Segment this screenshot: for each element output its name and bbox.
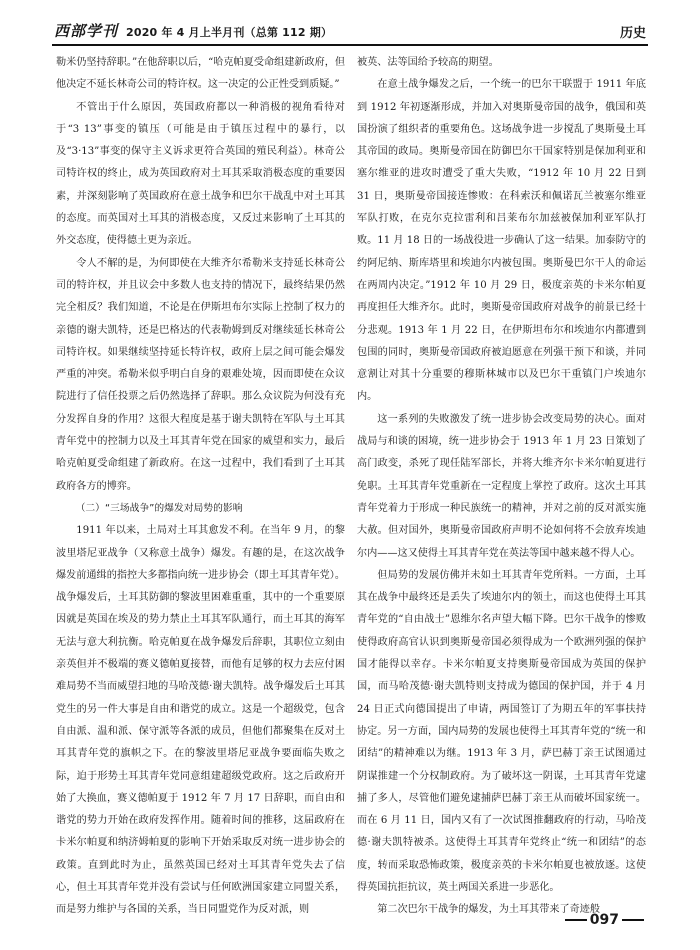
page-header xyxy=(52,18,648,46)
paragraph: 勒米仍坚持辞职。”在他辞职以后，“哈克帕夏受命组建新政府，但他决定不延长林奇公司的特许权。这一决定的公正性受到质疑。” xyxy=(56,57,345,91)
journal-logo: 西部学刊 xyxy=(54,22,119,40)
footer-dash xyxy=(565,919,587,921)
left-column xyxy=(56,52,345,916)
paragraph: 被英、法等国给予较高的期望。 xyxy=(357,57,499,68)
page-footer xyxy=(565,912,644,928)
footer-dash xyxy=(622,919,644,921)
section-subheading: （二）“三场战争”的爆发对局势的影响 xyxy=(75,502,243,514)
paragraph: 不管出于什么原因，英国政府都以一种消极的视角看待对于“3 13”事变的镇压（可能是由于镇压过程中的暴行，以及“3·13”事变的保守主义诉求更符合英国的殖民利益）。林奇公司特许权的终止，成为英国政府对土耳其采取消极态度的重要因素，并深刻影响了英国政府在意土战争和巴尔干战乱中对土耳其的态度。而英国对土耳其的消极态度，又反过来影响了土耳其的外交态度，使得德土更为亲近。 xyxy=(56,101,345,247)
paragraph: 1911 年以来，土局对土耳其愈发不利。在当年 9 月，的黎波里塔尼亚战争（又称意土战争）爆发。有趣的是，在这次战争爆发前通缉的指控大多都指向统一进步协会（即土耳其青年党）。战争爆发后，土耳其防御的黎波里困难重重，其中的一个重要原因就是英国在埃及的势力禁止土耳其军队通行，而土耳其的海军无法与意大利抗衡。哈克帕夏在战争爆发后辞职，其职位立刻由亲英但并不极端的赛义德帕夏接替，而他有足够的权力去应付困难局势不当而威望扫地的马哈茂德·谢夫凯特。战争爆发后土耳其党生的另一件大事是自由和谐党的成立。这是一个超级党，包含自由派、温和派、保守派等各派的成员，但他们都聚集在反对土耳其青年党的旗帜之下。在的黎波里塔尼亚战争要面临失败之际，迫于形势土耳其青年党同意组建超级党政府。这之后政府开始了大换血，赛义德帕夏于 1912 年 7 月 17 日辞职，而自由和谐党的势力开始在政府发挥作用。随着时间的推移，这届政府在卡米尔帕夏和纳济姆帕夏的影响下开始采取反对统一进步协会的政策。直到此时为止，虽然英国已经对土耳其青年党失去了信心，但土耳其青年党并没有尝试与任何欧洲国家建立同盟关系，而是努力维护与各国的关系，当日同盟党作为反对派，则 xyxy=(56,525,345,916)
paragraph: 但局势的发展仿佛并未如土耳其青年党所料。一方面，土耳其在战争中最终还是丢失了埃迪尔内的领土，而这也使得土耳其青年党的“自由战士”恩维尔名声望大幅下降。巴尔干战争的惨败使得政府高官认识到奥斯曼帝国必须得成为一个欧洲列强的保护国才能得以幸存。卡米尔帕夏支持奥斯曼帝国成为英国的保护国，而马哈茂德·谢夫凯特则支持成为德国的保护国，并于 4 月 24 日正式向德国提出了申请，两国签订了为期五年的军事扶持协定。另一方面，国内局势的发展也使得土耳其青年党的“统一和团结”的精神难以为继。1913 年 3 月，萨巴赫丁亲王试图通过阴谋推建一个分权制政府。为了破坏这一阴谋，土耳其青年党逮捕了多人，尽管他们避免逮捕萨巴赫丁亲王从而破坏国家统一。而在 6 月 11 日，国内又有了一次试图推翻政府的行动，马哈茂德·谢夫凯特被杀。这使得土耳其青年党终止“统一和团结”的态度，转而采取恐怖政策，极度亲英的卡米尔帕夏也被放逐。这使得英国抗拒抗议，英土两国关系进一步恶化。 xyxy=(357,569,646,893)
issue-info: 2020 年 4 月上半月刊（总第 112 期） xyxy=(126,26,333,39)
right-column xyxy=(357,52,646,916)
paragraph: 在意土战争爆发之后，一个统一的巴尔干联盟于 1911 年底到 1912 年初逐渐形成，并加入对奥斯曼帝国的战争，俄国和英国扮演了组织者的重要角色。这场战争进一步搅乱了奥斯曼土耳其帝国的政局。奥斯曼帝国在防御巴尔干国家特别是保加利亚和塞尔维亚的进攻时遭受了重大失败，“1912 年 10 月 22 日到 31 日，奥斯曼帝国接连惨败：在科索沃和佩诺瓦兰被塞尔维亚军队打败，在克尔克拉雷利和吕莱布尔加兹被保加利亚军队打败。11 月 18 日的一场战役进一步确认了这一结果。加泰防守的约阿尼纳、斯库塔里和埃迪尔内被包围。奥斯曼巴尔干人的命运在两周内决定。”1912 年 10 月 29 日，极度亲英的卡米尔帕夏再度担任大维齐尔。此时，奥斯曼帝国政府对战争的前景已经十分悲观。1913 年 1 月 22 日，在伊斯坦布尔和埃迪尔内都遭到包围的同时，奥斯曼帝国政府被迫愿意在列强干预下和谈，并同意割让对其十分重要的穆斯林城市以及巴尔干重镇门户埃迪尔内。 xyxy=(357,79,646,403)
paragraph: 第二次巴尔干战争的爆发，为土耳其带来了奇迹般 xyxy=(377,904,601,916)
paragraph: 令人不解的是，为何即使在大维齐尔希勒米支持延长林奇公司的特许权，并且议会中多数人也支持的情况下，最终结果仍然完全相反？我们知道，不论是在伊斯坦布尔实际上控制了权力的亲德的谢夫凯特，还是巴格达的代表勒姆到反对继续延长林奇公司特许权。如果继续坚持延长特许权，政府上层之间可能会爆发严重的冲突。希勒米似乎明白自身的艰难处境，因而即使在众议院进行了信任投票之后仍然选择了辞职。那么众议院为何没有充分发挥自身的作用？这很大程度是基于谢夫凯特在军队与土耳其青年党中的控制力以及土耳其青年党在国家的威望和实力，最后哈克帕夏受命组建了新政府。在这一过程中，我们看到了土耳其政府各方的博弈。 xyxy=(56,257,345,492)
page-number: 097 xyxy=(589,912,619,928)
section-label: 历史 xyxy=(619,26,646,41)
paragraph: 这一系列的失败激发了统一进步协会改变局势的决心。面对战局与和谈的困境，统一进步协会于 1913 年 1 月 23 日策划了高门政变，杀死了现任陆军部长，并将大维齐尔卡米尔帕夏进行免职。土耳其青年党重新在一定程度上掌控了政府。这次土耳其青年党着力于形成一种民族统一的精神，并对之前的反对派实施大赦。但对国外，奥斯曼帝国政府声明不论如何将不会放弃埃迪尔内——这又使得土耳其青年党在英法等国中越来越不得人心。 xyxy=(357,413,646,559)
